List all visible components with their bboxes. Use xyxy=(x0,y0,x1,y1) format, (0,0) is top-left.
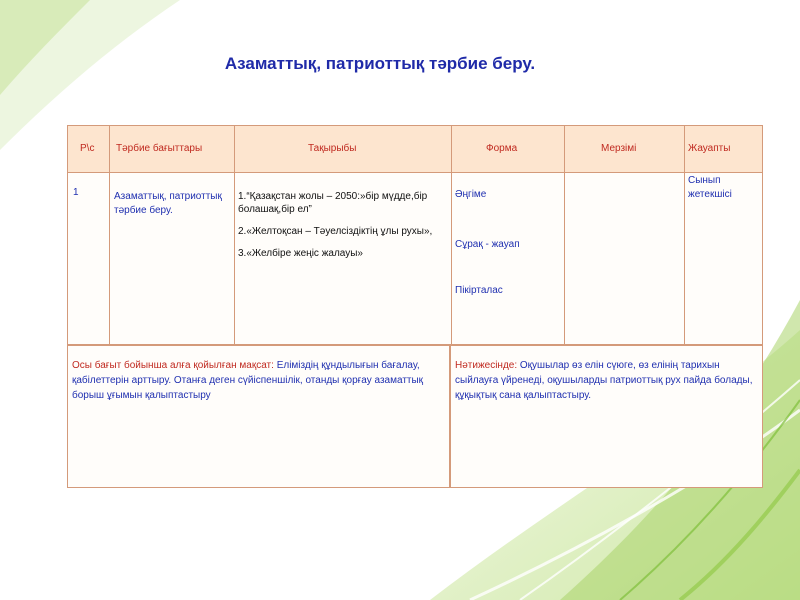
column-divider xyxy=(564,126,565,344)
column-divider xyxy=(451,126,452,344)
column-divider xyxy=(234,126,235,344)
result-box xyxy=(450,345,763,488)
result-text: Оқушылар өз елін сүюге, өз елінің тарихын сыйлауға үйренеді, оқушыларды патриоттық рух пайда болады, құқықтық сана қалыптастыру. xyxy=(455,360,753,401)
page-title: Азаматтық, патриоттық тәрбие беру. xyxy=(224,54,536,73)
column-divider xyxy=(109,126,110,344)
header-topic: Тақырыбы xyxy=(308,143,357,154)
header-responsible: Жауапты xyxy=(688,143,731,154)
form-item: Пікірталас xyxy=(455,285,503,296)
row-number: 1 xyxy=(73,187,79,198)
row-topics xyxy=(238,190,446,269)
education-table xyxy=(67,125,763,345)
header-form: Форма xyxy=(486,143,518,154)
column-divider xyxy=(684,126,685,344)
row-forms xyxy=(455,188,560,298)
header-term: Мерзімі xyxy=(601,143,637,154)
header-direction: Тәрбие бағыттары xyxy=(116,143,203,154)
goal-box xyxy=(67,345,450,488)
topic-item: 2.«Желтоқсан – Тәуелсіздіктің ұлы рухы», xyxy=(238,226,433,237)
topic-item: 3.«Желбіре жеңіс жалауы» xyxy=(238,248,363,259)
form-item: Сұрақ - жауап xyxy=(455,239,520,250)
header-number: Р\с xyxy=(80,143,95,154)
goal-label: Осы бағыт бойынша алға қойылған мақсат: xyxy=(72,360,274,371)
form-item: Әңгіме xyxy=(455,189,487,200)
row-direction: Азаматтық, патриоттық тәрбие беру. xyxy=(114,191,222,216)
row-responsible: Сынып жетекшісі xyxy=(688,175,732,200)
topic-item: 1.“Қазақстан жолы – 2050:»бір мүдде,бір болашақ,бір ел” xyxy=(238,191,428,215)
result-label: Нәтижесінде: xyxy=(455,360,518,371)
goal-text: Еліміздің құндылығын бағалау, қабілеттерін арттыру. Отанға деген сүйіспеншілік, отанды қорғау азаматтық борыш ұғымын қалыптастыру xyxy=(72,360,424,401)
